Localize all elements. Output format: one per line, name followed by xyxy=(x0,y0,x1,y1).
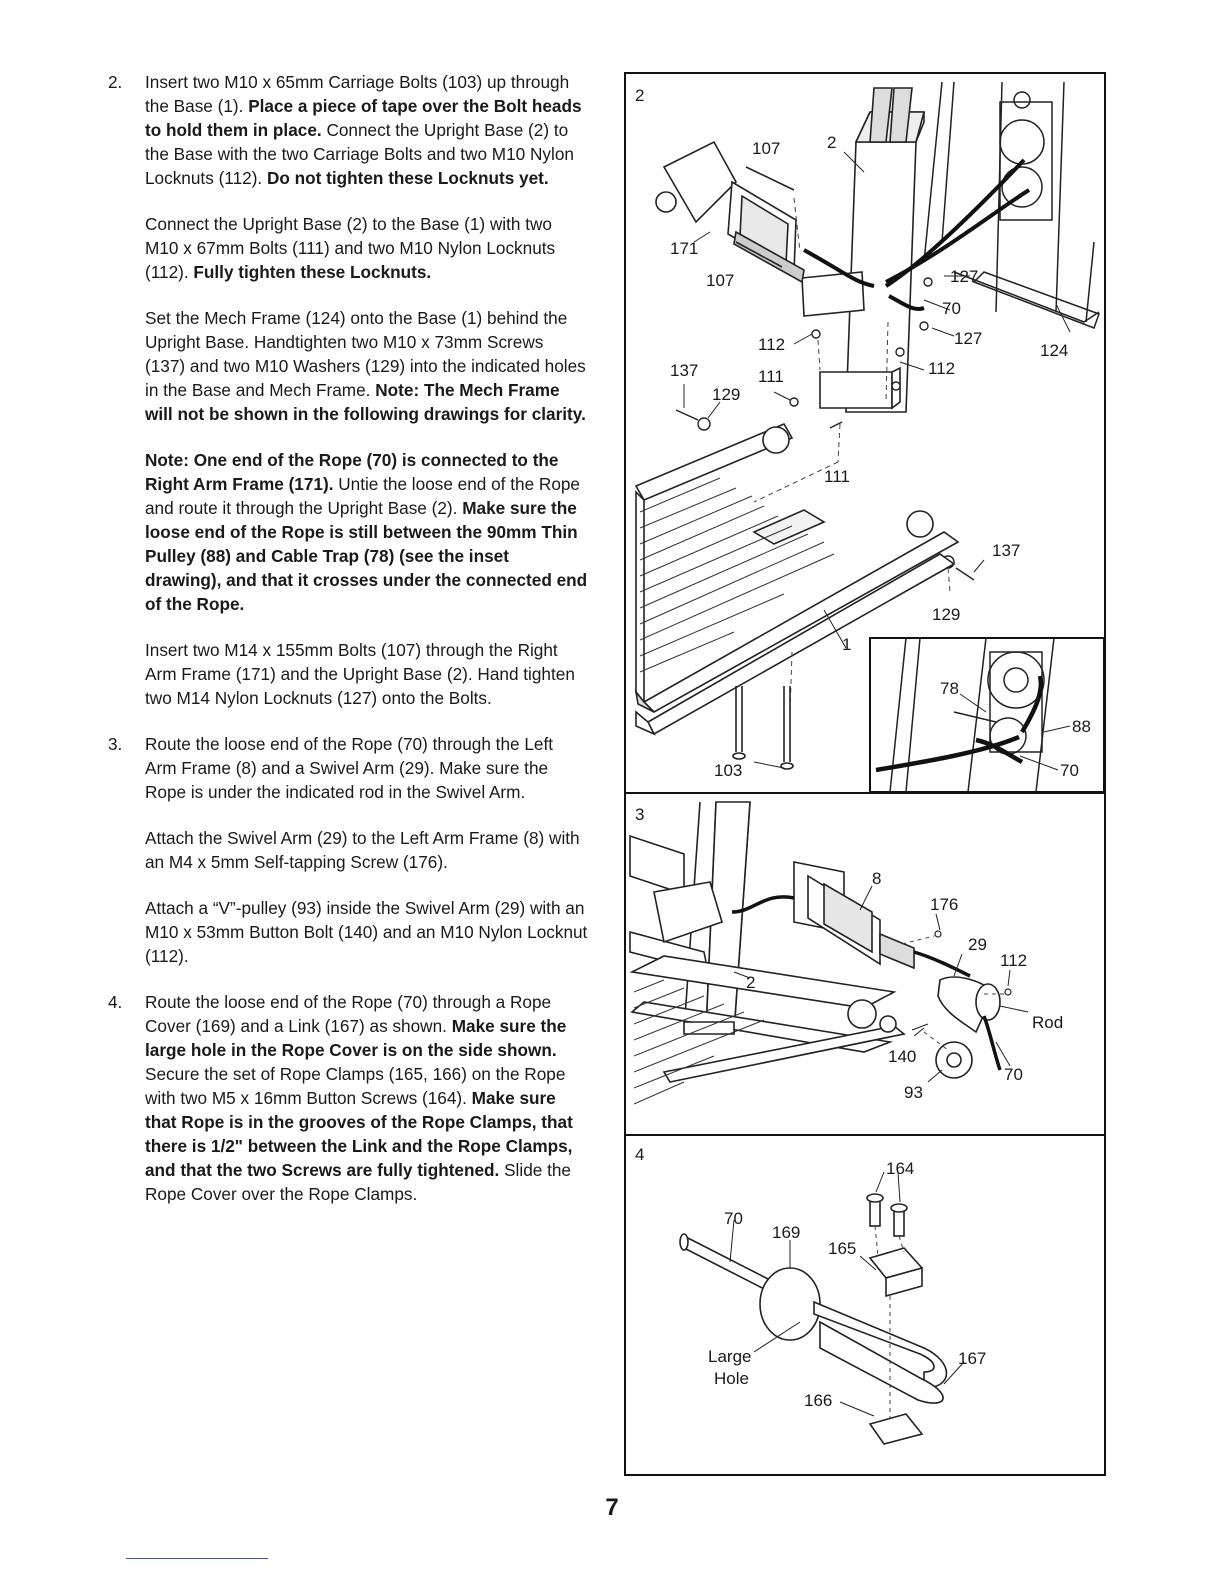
callout-label: 2 xyxy=(827,133,837,152)
bold-text: Place a piece of tape over the Bolt heads to hold them in place. xyxy=(145,96,582,140)
callout-label: 112 xyxy=(1000,951,1028,970)
callout-label: 140 xyxy=(888,1047,917,1066)
text-run: Connect the Upright Base (2) to the Base (1) with two M10 x 67mm Bolts (111) and two M10 Nylon Locknuts (112). xyxy=(145,214,556,282)
callout-label: 167 xyxy=(958,1349,987,1368)
callout-label: Large xyxy=(708,1347,752,1366)
step-1 xyxy=(108,732,588,968)
callout-label: 112 xyxy=(758,335,786,354)
callout-label: 127 xyxy=(954,329,983,348)
callout-label: 129 xyxy=(932,605,961,624)
callout-label: 176 xyxy=(930,895,959,914)
footer-link-line xyxy=(126,1558,268,1559)
step-paragraph xyxy=(145,306,588,426)
callout-label: 3 xyxy=(635,805,645,824)
text-run: Connect the Upright Base (2) to the Base with the two Carriage Bolts and two M10 Nylon Locknuts (112). xyxy=(145,120,574,188)
page-number: 7 xyxy=(605,1494,619,1521)
bold-text: Note: One end of the Rope (70) is connected to the Right Arm Frame (171). xyxy=(145,450,559,494)
text-run: Insert two M10 x 65mm Carriage Bolts (103) up through the Base (1). xyxy=(145,72,570,116)
bold-text: Do not tighten these Locknuts yet. xyxy=(266,168,549,188)
bold-text: Make sure that Rope is in the grooves of the Rope Clamps, that there is 1/2" between the Link and the Rope Clamps, and that the two Screws are fully tightened. xyxy=(145,1088,573,1180)
callout-label: 70 xyxy=(942,299,961,318)
callout-label: 137 xyxy=(992,541,1021,560)
step-number: 2. xyxy=(108,72,123,92)
callout-label: 107 xyxy=(752,139,781,158)
callout-label: 103 xyxy=(714,761,743,780)
callout-label: 1 xyxy=(842,635,852,654)
step-2 xyxy=(108,990,588,1206)
callout-label: 70 xyxy=(1004,1065,1023,1084)
step-paragraph xyxy=(145,826,588,874)
callout-label: 107 xyxy=(706,271,735,290)
text-run: Secure the set of Rope Clamps (165, 166) on the Rope with two M5 x 16mm Button Screws (164). xyxy=(145,1064,566,1108)
callout-label: 2 xyxy=(746,973,756,992)
step-paragraph xyxy=(145,212,588,284)
bold-text: Make sure the loose end of the Rope is still between the 90mm Thin Pulley (88) and Cable Trap (78) (see the inset drawing), and that it crosses under the connected end of the Rope. xyxy=(145,498,588,614)
callout-label: Hole xyxy=(714,1369,749,1388)
callout-label: 78 xyxy=(940,679,959,698)
callout-label: 166 xyxy=(804,1391,833,1410)
callout-label: 8 xyxy=(872,869,882,888)
text-run: Route the loose end of the Rope (70) through a Rope Cover (169) and a Link (167) as shown. xyxy=(145,992,552,1036)
text-run: Attach a “V”-pulley (93) inside the Swivel Arm (29) with an M10 x 53mm Button Bolt (140) and an M10 Nylon Locknut (112). xyxy=(145,898,588,966)
callout-label: 164 xyxy=(886,1159,915,1178)
callout-label: 171 xyxy=(670,239,699,258)
step-paragraph xyxy=(145,990,588,1206)
step-0 xyxy=(108,70,588,710)
text-run: Attach the Swivel Arm (29) to the Left Arm Frame (8) with an M4 x 5mm Self-tapping Screw (176). xyxy=(145,828,580,872)
callout-label: 137 xyxy=(670,361,699,380)
callout-label: 129 xyxy=(712,385,741,404)
step-paragraph xyxy=(145,638,588,710)
figure-panel-3 xyxy=(630,802,1063,1104)
step-paragraph xyxy=(145,732,588,804)
callout-label: 29 xyxy=(968,935,987,954)
text-run: Route the loose end of the Rope (70) through the Left Arm Frame (8) and a Swivel Arm (29). Make sure the Rope is under the indicated rod in the Swivel Arm. xyxy=(145,734,554,802)
callout-label: 88 xyxy=(1072,717,1091,736)
callout-label: 70 xyxy=(724,1209,743,1228)
step-paragraph xyxy=(145,70,588,190)
callout-label: 4 xyxy=(635,1145,645,1164)
step-paragraph xyxy=(145,448,588,616)
callout-label: Rod xyxy=(1032,1013,1064,1032)
callout-label: 111 xyxy=(824,467,850,486)
callout-label: 70 xyxy=(1060,761,1079,780)
callout-label: 165 xyxy=(828,1239,857,1258)
bold-text: Make sure the large hole in the Rope Cover is on the side shown. xyxy=(145,1016,567,1060)
inset-drawing xyxy=(870,638,1104,792)
text-run: Set the Mech Frame (124) onto the Base (1) behind the Upright Base. Handtighten two M10 x 73mm Screws (137) and two M10 Washers (129) into the indicated holes in the Base and Mech Frame. xyxy=(145,308,586,400)
step-number: 3. xyxy=(108,734,123,754)
callout-label: 93 xyxy=(904,1083,923,1102)
callout-label: 112 xyxy=(928,359,956,378)
text-run: Insert two M14 x 155mm Bolts (107) through the Right Arm Frame (171) and the Upright Base (2). Hand tighten two M14 Nylon Locknuts (127) onto the Bolts. xyxy=(145,640,575,708)
text-run: Untie the loose end of the Rope and route it through the Upright Base (2). xyxy=(145,474,580,518)
panel-2-number: 2 xyxy=(635,86,645,105)
callout-label: 169 xyxy=(772,1223,801,1242)
callout-label: 127 xyxy=(950,267,979,286)
text-run: Slide the Rope Cover over the Rope Clamps. xyxy=(145,1160,571,1204)
figure-panel-4 xyxy=(635,1145,986,1444)
bold-text: Fully tighten these Locknuts. xyxy=(193,262,432,282)
callout-label: 124 xyxy=(1040,341,1069,360)
bold-text: Note: The Mech Frame will not be shown in the following drawings for clarity. xyxy=(145,380,586,424)
figure-panel-2 xyxy=(635,82,1104,792)
callout-label: 111 xyxy=(758,367,784,386)
step-paragraph xyxy=(145,896,588,968)
assembly-diagrams xyxy=(624,72,1106,1476)
step-number: 4. xyxy=(108,992,123,1012)
instructions-column xyxy=(108,70,588,1228)
